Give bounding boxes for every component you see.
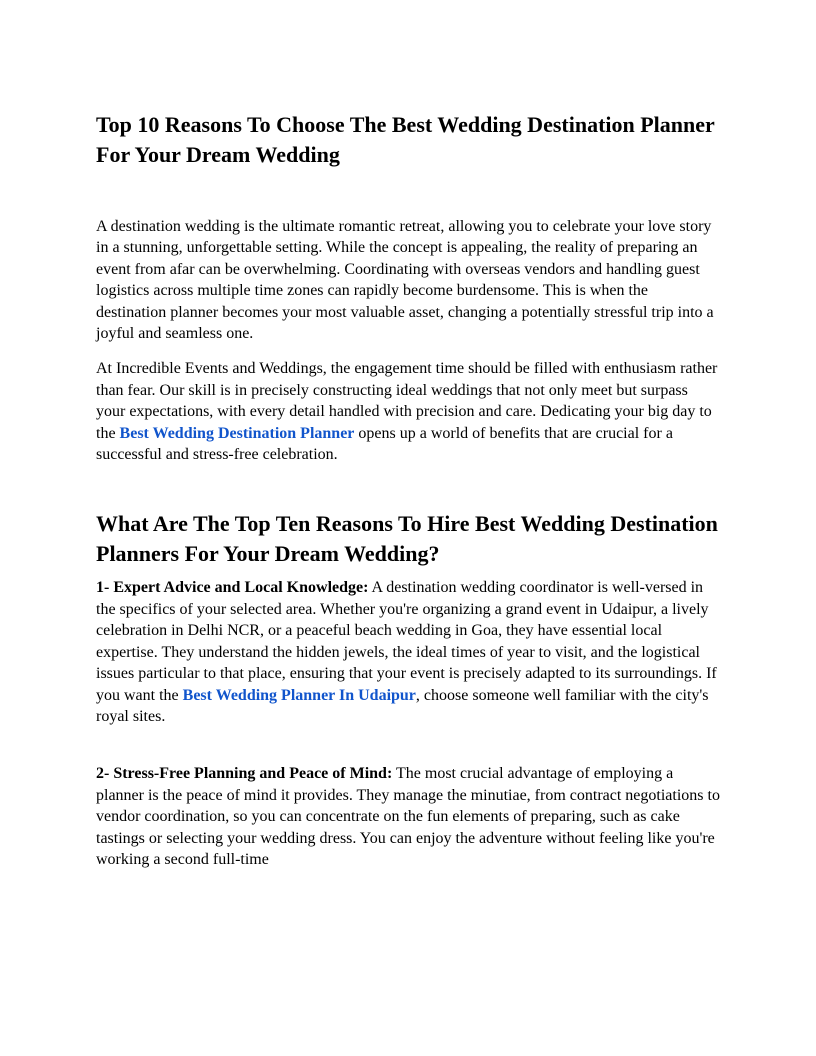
- reason-1-lead: 1- Expert Advice and Local Knowledge:: [96, 579, 369, 597]
- paragraph-text: , choose someone well familiar with the city's royal sites.: [96, 686, 709, 725]
- document-title: Top 10 Reasons To Choose The Best Wedding Destination Planner For Your Dream Wedding: [96, 112, 715, 167]
- intro-paragraph-2: [96, 358, 720, 465]
- paragraph-text: opens up a world of benefits that are crucial for a successful and stress-free celebration.: [96, 424, 673, 464]
- best-wedding-destination-planner-link[interactable]: Best Wedding Destination Planner: [119, 424, 355, 442]
- best-wedding-planner-in-udaipur-link[interactable]: Best Wedding Planner In Udaipur: [182, 686, 416, 704]
- reason-2-lead: 2- Stress-Free Planning and Peace of Mind:: [96, 765, 393, 783]
- paragraph-text: At Incredible Events and Weddings, the engagement time should be filled with enthusiasm rather than fear. Our skill is in precisely constructing ideal weddings that not only meet but surpass your expectations, with every detail handled with precision and care. Dedicating your big day to the: [96, 360, 718, 442]
- reason-1-paragraph: [96, 577, 720, 727]
- paragraph-text: A destination wedding coordinator is well-versed in the specifics of your selected area. Whether you're organizing a grand event in Udaipur, a lively celebration in Delhi NCR, or a peaceful beach wedding in Goa, they have essential local expertise. They understand the hidden jewels, the ideal times of year to visit, and the logistical issues particular to that place, ensuring that your event is precisely adapted to its surroundings. If you want the: [96, 579, 717, 704]
- section-heading: What Are The Top Ten Reasons To Hire Best Wedding Destination Planners For Your Dream Wedding?: [96, 511, 718, 567]
- intro-paragraph-1: A destination wedding is the ultimate romantic retreat, allowing you to celebrate your love story in a stunning, unforgettable setting. While the concept is appealing, the reality of preparing an event from afar can be overwhelming. Coordinating with overseas vendors and handling guest logistics across multiple time zones can rapidly become burdensome. This is when the destination planner becomes your most valuable asset, changing a potentially stressful trip into a joyful and seamless one.: [96, 218, 714, 343]
- reason-2-paragraph: [96, 763, 720, 870]
- paragraph-text: The most crucial advantage of employing a planner is the peace of mind it provides. They manage the minutiae, from contract negotiations to vendor coordination, so you can concentrate on the fun elements of preparing, such as cake tastings or selecting your wedding dress. You can enjoy the adventure without feeling like you're working a second full-time: [96, 765, 720, 868]
